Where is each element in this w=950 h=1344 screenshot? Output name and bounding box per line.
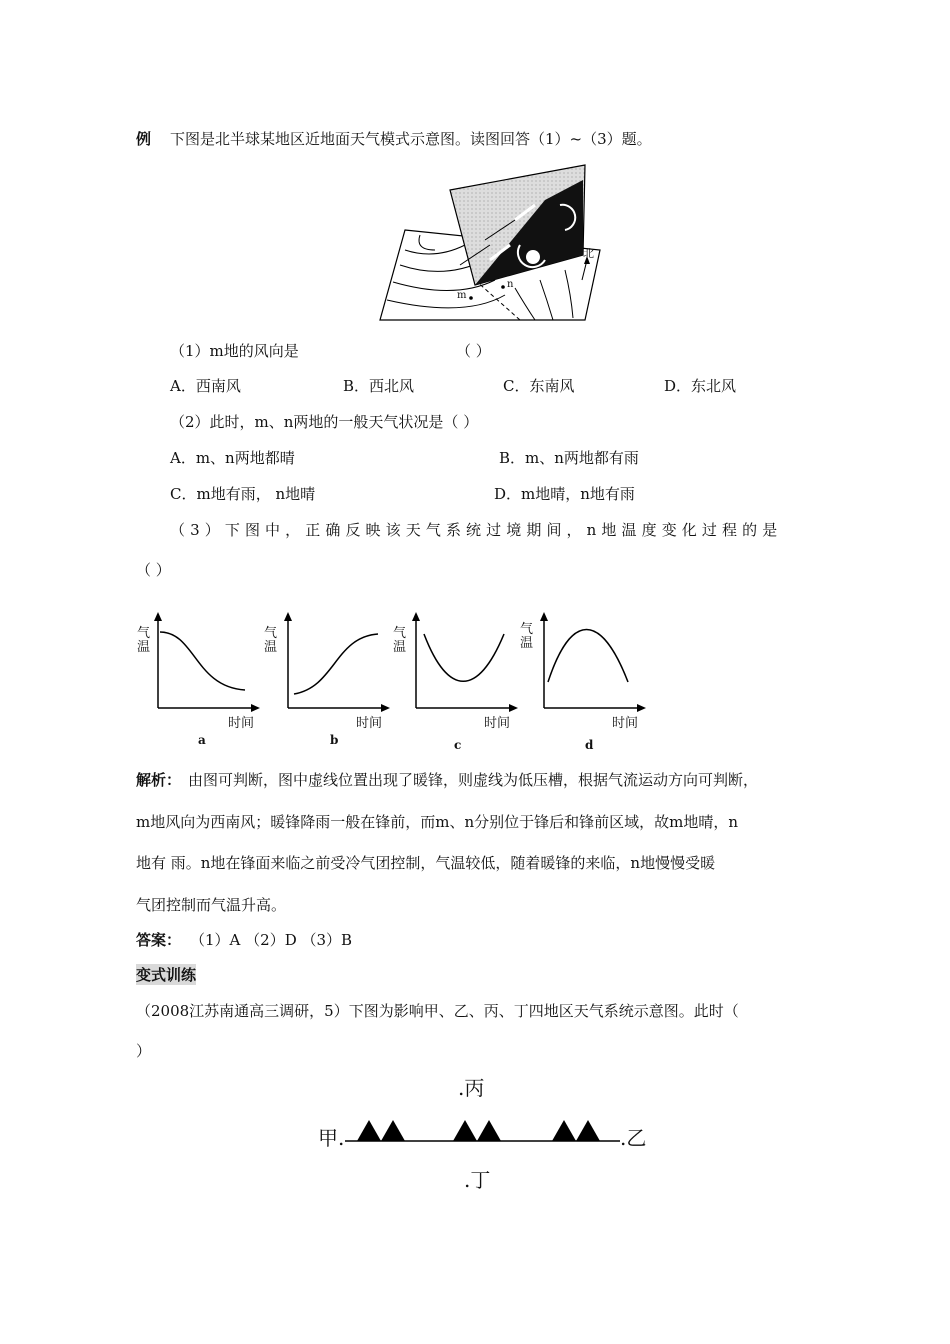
graph-b-ylabel-2: 温 — [264, 640, 278, 655]
analysis-label: 解析： — [136, 771, 182, 789]
weather-model-figure — [375, 160, 615, 330]
graph-a-ylabel-1: 气 — [137, 626, 151, 641]
answer-label: 答案： — [136, 931, 182, 949]
graph-a-ylabel-2: 温 — [137, 640, 151, 655]
graph-a — [150, 612, 260, 712]
practice-line-1: （2008江苏南通高三调研，5）下图为影响甲、乙、丙、丁四地区天气系统示意图。此时（ — [136, 1002, 739, 1020]
q3-paren: （ ） — [136, 561, 171, 579]
practice-title: 变式训练 — [136, 966, 197, 984]
graph-b — [280, 612, 390, 712]
analysis-line-4: 气团控制而气温升高。 — [136, 896, 287, 914]
analysis-line-2: m地风向为西南风；暖锋降雨一般在锋前，而m、n分别位于锋后和锋前区域，故m地晴，n — [136, 813, 738, 831]
map-label-m: m — [457, 290, 467, 301]
q2-option-d: D．m地晴，n地有雨 — [494, 485, 635, 503]
graph-a-xlabel: 时间 — [228, 716, 255, 731]
q2-option-c: C．m地有雨， n地晴 — [170, 485, 316, 503]
graph-d-ylabel-2: 温 — [520, 636, 534, 651]
graph-c-ylabel-2: 温 — [393, 640, 407, 655]
q1-option-b: B．西北风 — [343, 377, 415, 395]
graph-d-xlabel: 时间 — [612, 716, 639, 731]
graph-c — [408, 612, 518, 712]
q1-option-d: D．东北风 — [664, 377, 737, 395]
label-yi: .乙 — [620, 1126, 647, 1150]
graph-d-caption: d — [585, 738, 594, 752]
graph-a-caption: a — [198, 733, 206, 747]
graph-b-caption: b — [330, 733, 339, 747]
map-label-n: n — [507, 279, 514, 290]
graph-d-curve — [548, 630, 628, 683]
graph-a-curve — [160, 632, 245, 690]
practice-line-2: ） — [136, 1042, 152, 1060]
analysis-line-3: 地有 雨。n地在锋面来临之前受冷气团控制，气温较低，随着暖锋的来临，n地慢慢受暖 — [136, 854, 716, 872]
q1-paren: （ ） — [456, 342, 491, 360]
intro-text: 下图是北半球某地区近地面天气模式示意图。读图回答（1）~（3）题。 — [170, 130, 652, 148]
answer-text: （1）A （2）D （3）B — [190, 931, 353, 949]
graph-b-curve — [294, 634, 378, 694]
q2-option-a: A．m、n两地都晴 — [170, 449, 295, 467]
q3-text: （3）下图中，正确反映该天气系统过境期间，n地温度变化过程的是 — [170, 521, 783, 539]
graph-c-curve — [424, 634, 504, 681]
q1-text: （1）m地的风向是 — [170, 342, 299, 360]
q2-option-b: B．m、n两地都有雨 — [499, 449, 639, 467]
graph-c-caption: c — [454, 738, 462, 752]
label-ding: .丁 — [464, 1168, 491, 1192]
q1-option-c: C．东南风 — [503, 377, 575, 395]
graph-d-ylabel-1: 气 — [520, 622, 534, 637]
label-bing: .丙 — [458, 1076, 485, 1100]
example-label: 例 — [136, 130, 152, 148]
graph-b-ylabel-1: 气 — [264, 626, 278, 641]
q1-option-a: A．西南风 — [170, 377, 241, 395]
cold-front-symbol — [345, 1118, 620, 1143]
graph-d — [536, 612, 646, 712]
graph-b-xlabel: 时间 — [356, 716, 383, 731]
graph-c-ylabel-1: 气 — [393, 626, 407, 641]
q2-text: （2）此时，m、n两地的一般天气状况是（ ） — [170, 413, 479, 431]
analysis-line-1: 由图可判断，图中虚线位置出现了暖锋，则虚线为低压槽，根据气流运动方向可判断， — [188, 771, 759, 789]
map-label-north: 北 — [583, 247, 594, 260]
graph-c-xlabel: 时间 — [484, 716, 511, 731]
label-jia: 甲. — [318, 1126, 345, 1150]
